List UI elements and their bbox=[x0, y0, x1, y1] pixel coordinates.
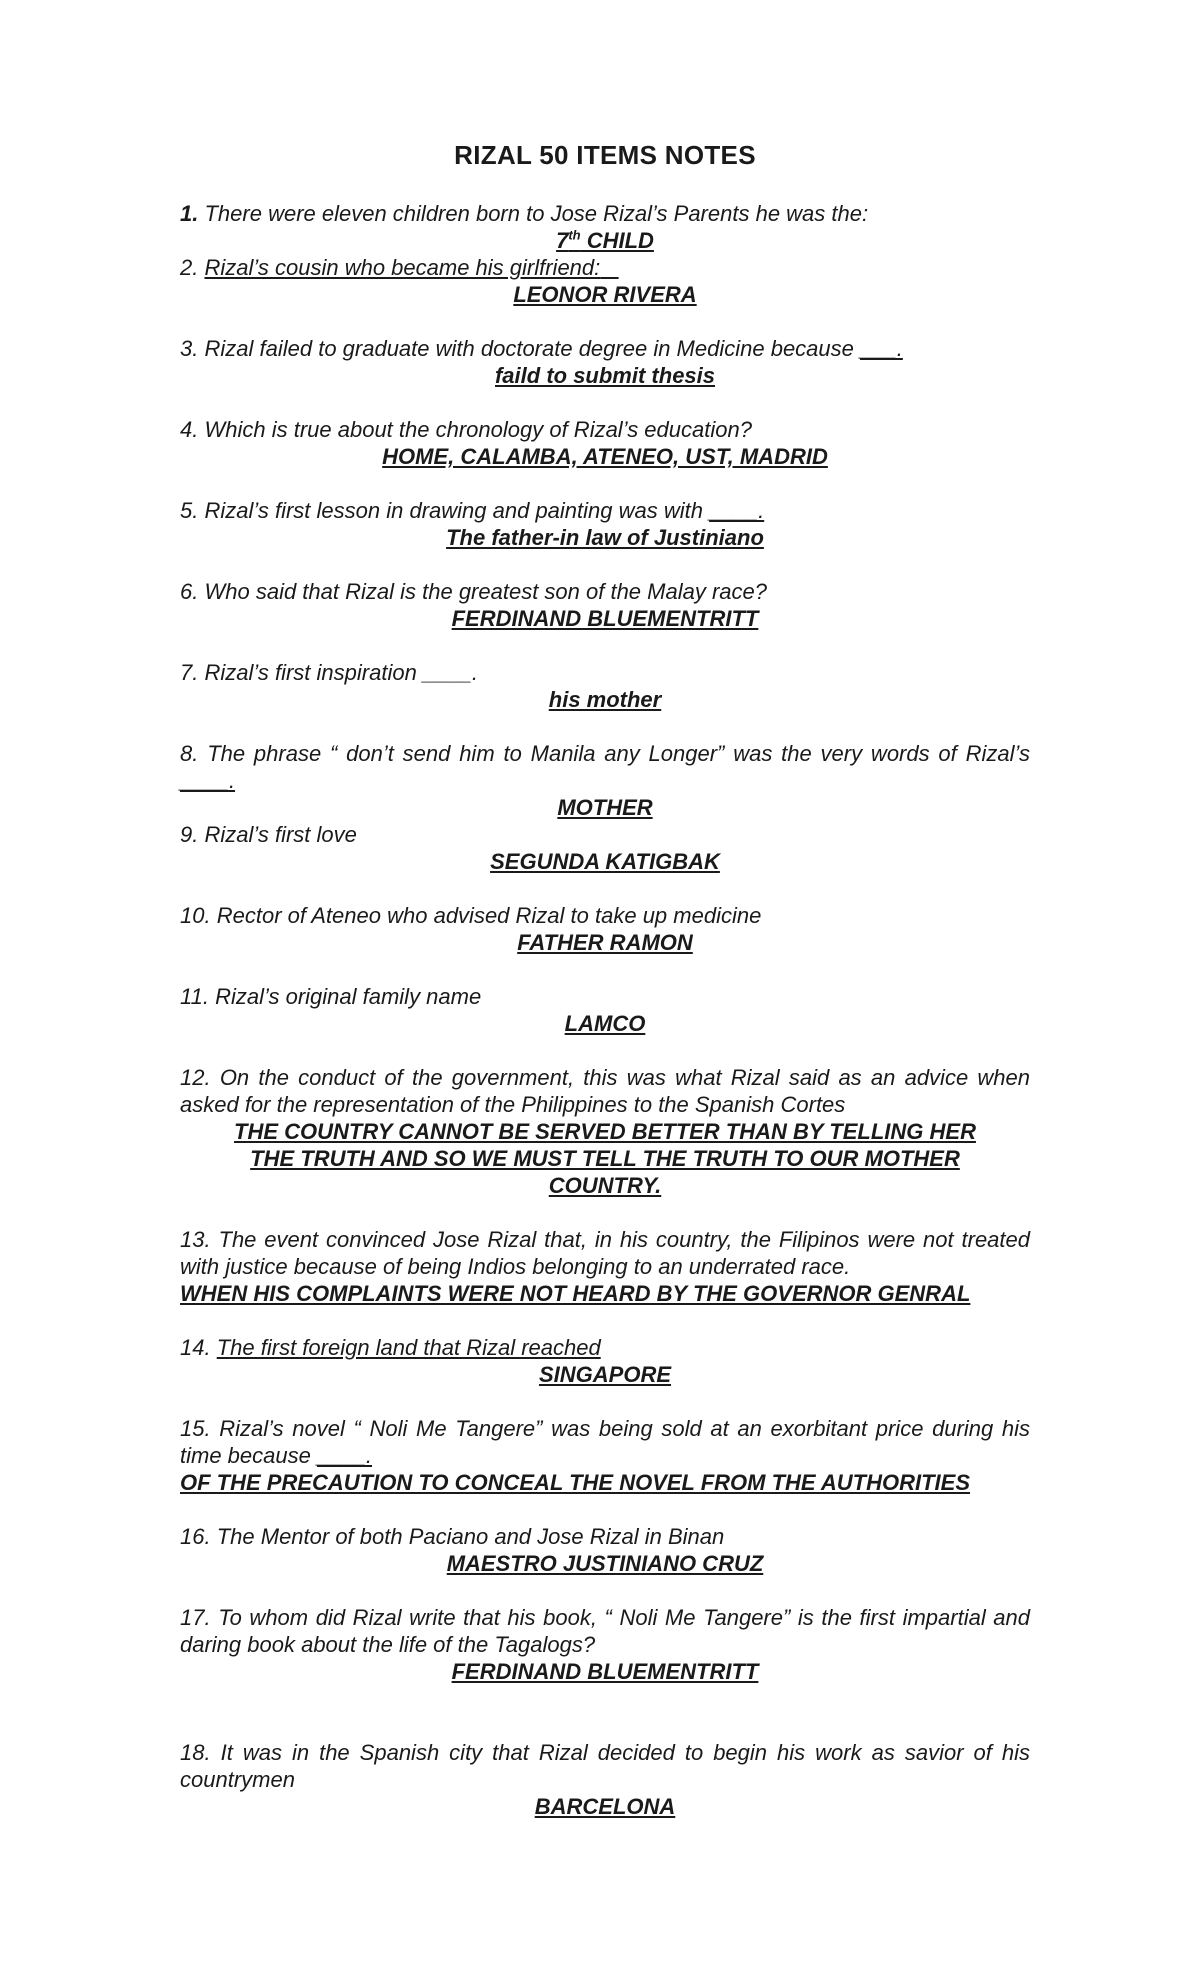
question-text: 7. Rizal’s first inspiration ____. bbox=[180, 660, 478, 685]
question-item-5 bbox=[180, 497, 1030, 551]
question-text: 12. On the conduct of the government, this was what Rizal said as an advice when asked for the representation of the Philippines to the Spanish Cortes bbox=[180, 1065, 1030, 1117]
answer-text: MOTHER bbox=[557, 795, 653, 820]
document-page bbox=[180, 0, 1030, 1976]
answer-text: his mother bbox=[548, 687, 662, 712]
question-text: 11. Rizal’s original family name bbox=[180, 984, 482, 1009]
question-text: 13. The event convinced Jose Rizal that, in his country, the Filipinos were not treated with justice because of being Indios belonging to an underrated race. bbox=[180, 1227, 1030, 1279]
question-text: 14. The first foreign land that Rizal reached bbox=[180, 1335, 601, 1360]
answer-text: faild to submit thesis bbox=[494, 363, 716, 388]
question-item-7 bbox=[180, 659, 1030, 713]
question-item-4 bbox=[180, 416, 1030, 470]
answer-text: FERDINAND BLUEMENTRITT bbox=[451, 1659, 759, 1684]
question-item-18 bbox=[180, 1739, 1030, 1820]
answer-text: OF THE PRECAUTION TO CONCEAL THE NOVEL FROM THE AUTHORITIES bbox=[180, 1470, 970, 1495]
answer-text: SINGAPORE bbox=[538, 1362, 672, 1387]
question-text: 5. Rizal’s first lesson in drawing and painting was with ____. bbox=[180, 498, 765, 523]
answer-text: FATHER RAMON bbox=[517, 930, 693, 955]
question-text: 9. Rizal’s first love bbox=[180, 822, 357, 847]
question-text: 17. To whom did Rizal write that his book, “ Noli Me Tangere” is the first impartial and daring book about the life of the Tagalogs? bbox=[180, 1605, 1030, 1657]
answer-text: LEONOR RIVERA bbox=[513, 282, 697, 307]
answer-text-line: THE TRUTH AND SO WE MUST TELL THE TRUTH TO OUR MOTHER bbox=[250, 1146, 960, 1171]
answer-text-line: COUNTRY. bbox=[548, 1173, 662, 1198]
answer-text: BARCELONA bbox=[534, 1794, 676, 1819]
question-item-16 bbox=[180, 1523, 1030, 1577]
answer-text-line: THE COUNTRY CANNOT BE SERVED BETTER THAN BY TELLING HER bbox=[234, 1119, 976, 1144]
question-text: 16. The Mentor of both Paciano and Jose Rizal in Binan bbox=[180, 1524, 725, 1549]
question-text: 3. Rizal failed to graduate with doctorate degree in Medicine because ___. bbox=[180, 336, 903, 361]
question-item-2 bbox=[180, 254, 1030, 308]
question-text: 8. The phrase “ don’t send him to Manila any Longer” was the very words of Rizal’s ____. bbox=[180, 741, 1030, 793]
question-text: 18. It was in the Spanish city that Rizal decided to begin his work as savior of his countrymen bbox=[180, 1740, 1030, 1792]
question-item-8 bbox=[180, 740, 1030, 821]
question-text: 6. Who said that Rizal is the greatest son of the Malay race? bbox=[180, 579, 767, 604]
question-item-11 bbox=[180, 983, 1030, 1037]
document-title: RIZAL 50 ITEMS NOTES bbox=[454, 140, 756, 170]
answer-text: HOME, CALAMBA, ATENEO, UST, MADRID bbox=[382, 444, 828, 469]
question-item-13 bbox=[180, 1226, 1030, 1307]
question-item-15 bbox=[180, 1415, 1030, 1496]
question-text: 2. Rizal’s cousin who became his girlfriend: bbox=[180, 255, 601, 280]
question-item-14 bbox=[180, 1334, 1030, 1388]
answer-text: 7th CHILD bbox=[556, 227, 654, 253]
question-item-10 bbox=[180, 902, 1030, 956]
question-item-9 bbox=[180, 821, 1030, 875]
question-item-12 bbox=[180, 1064, 1030, 1199]
answer-text: WHEN HIS COMPLAINTS WERE NOT HEARD BY THE GOVERNOR GENRAL bbox=[180, 1281, 971, 1306]
question-text: 15. Rizal’s novel “ Noli Me Tangere” was being sold at an exorbitant price during his time because ____. bbox=[180, 1416, 1030, 1468]
question-item-1 bbox=[180, 200, 1030, 254]
question-text: 10. Rector of Ateneo who advised Rizal to take up medicine bbox=[180, 903, 762, 928]
question-item-3 bbox=[180, 335, 1030, 389]
answer-text: The father-in law of Justiniano bbox=[446, 525, 764, 550]
answer-text: SEGUNDA KATIGBAK bbox=[490, 849, 720, 874]
question-item-17 bbox=[180, 1604, 1030, 1685]
question-text: 1. There were eleven children born to Jose Rizal’s Parents he was the: bbox=[180, 201, 869, 226]
answer-text: LAMCO bbox=[564, 1011, 646, 1036]
answer-text: FERDINAND BLUEMENTRITT bbox=[451, 606, 759, 631]
answer-text: MAESTRO JUSTINIANO CRUZ bbox=[446, 1551, 764, 1576]
question-item-6 bbox=[180, 578, 1030, 632]
question-text: 4. Which is true about the chronology of Rizal’s education? bbox=[180, 417, 752, 442]
